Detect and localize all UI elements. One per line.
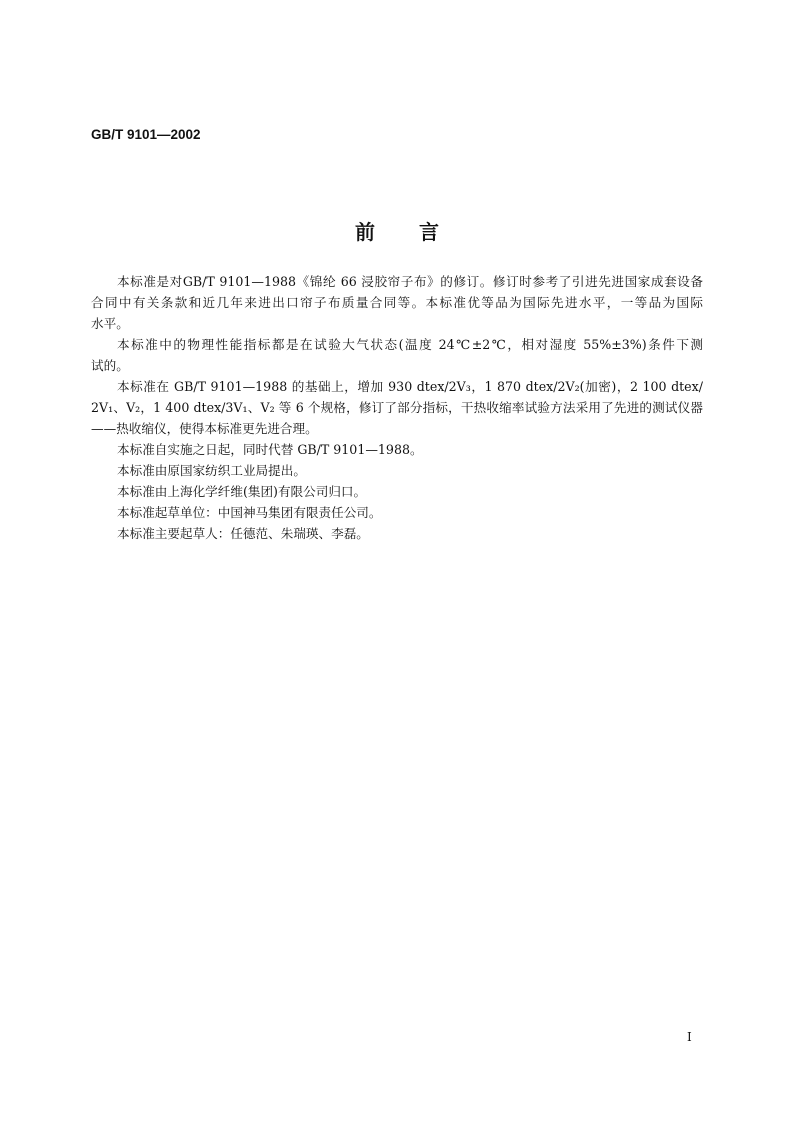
paragraph-line: 本标准中的物理性能指标都是在试验大气状态(温度 24℃±2℃，相对湿度 55%±3%)条件下测	[117, 337, 703, 352]
paragraph-line: 水平。	[91, 316, 129, 331]
paragraph-line: 试的。	[91, 358, 129, 373]
foreword-body	[91, 271, 703, 544]
paragraph-line: 合同中有关条款和近几年来进出口帘子布质量合同等。本标准优等品为国际先进水平，一等品为国际	[91, 295, 703, 310]
standard-number: GB/T 9101—2002	[91, 127, 201, 142]
paragraph-line: 本标准在 GB/T 9101—1988 的基础上，增加 930 dtex/2V₃，1 870 dtex/2V₂(加密)，2 100 dtex/	[117, 379, 703, 394]
paragraph-line: 本标准由上海化学纤维(集团)有限公司归口。	[117, 484, 367, 499]
paragraph-line: 本标准由原国家纺织工业局提出。	[117, 463, 306, 478]
paragraph-line: 本标准自实施之日起，同时代替 GB/T 9101—1988。	[117, 442, 423, 457]
paragraph-line: 2V₁、V₂，1 400 dtex/3V₁、V₂ 等 6 个规格，修订了部分指标，干热收缩率试验方法采用了先进的测试仪器	[91, 400, 703, 415]
paragraph-line: 本标准主要起草人：任德范、朱瑞瑛、李磊。	[117, 526, 369, 541]
paragraph-line: 本标准是对GB/T 9101—1988《锦纶 66 浸胶帘子布》的修订。修订时参考了引进先进国家成套设备	[117, 274, 703, 289]
page-number: I	[687, 1030, 692, 1044]
page-title: 前言	[355, 220, 483, 244]
paragraph-line: ——热收缩仪，使得本标准更先进合理。	[91, 421, 318, 436]
paragraph-line: 本标准起草单位：中国神马集团有限责任公司。	[117, 505, 382, 520]
